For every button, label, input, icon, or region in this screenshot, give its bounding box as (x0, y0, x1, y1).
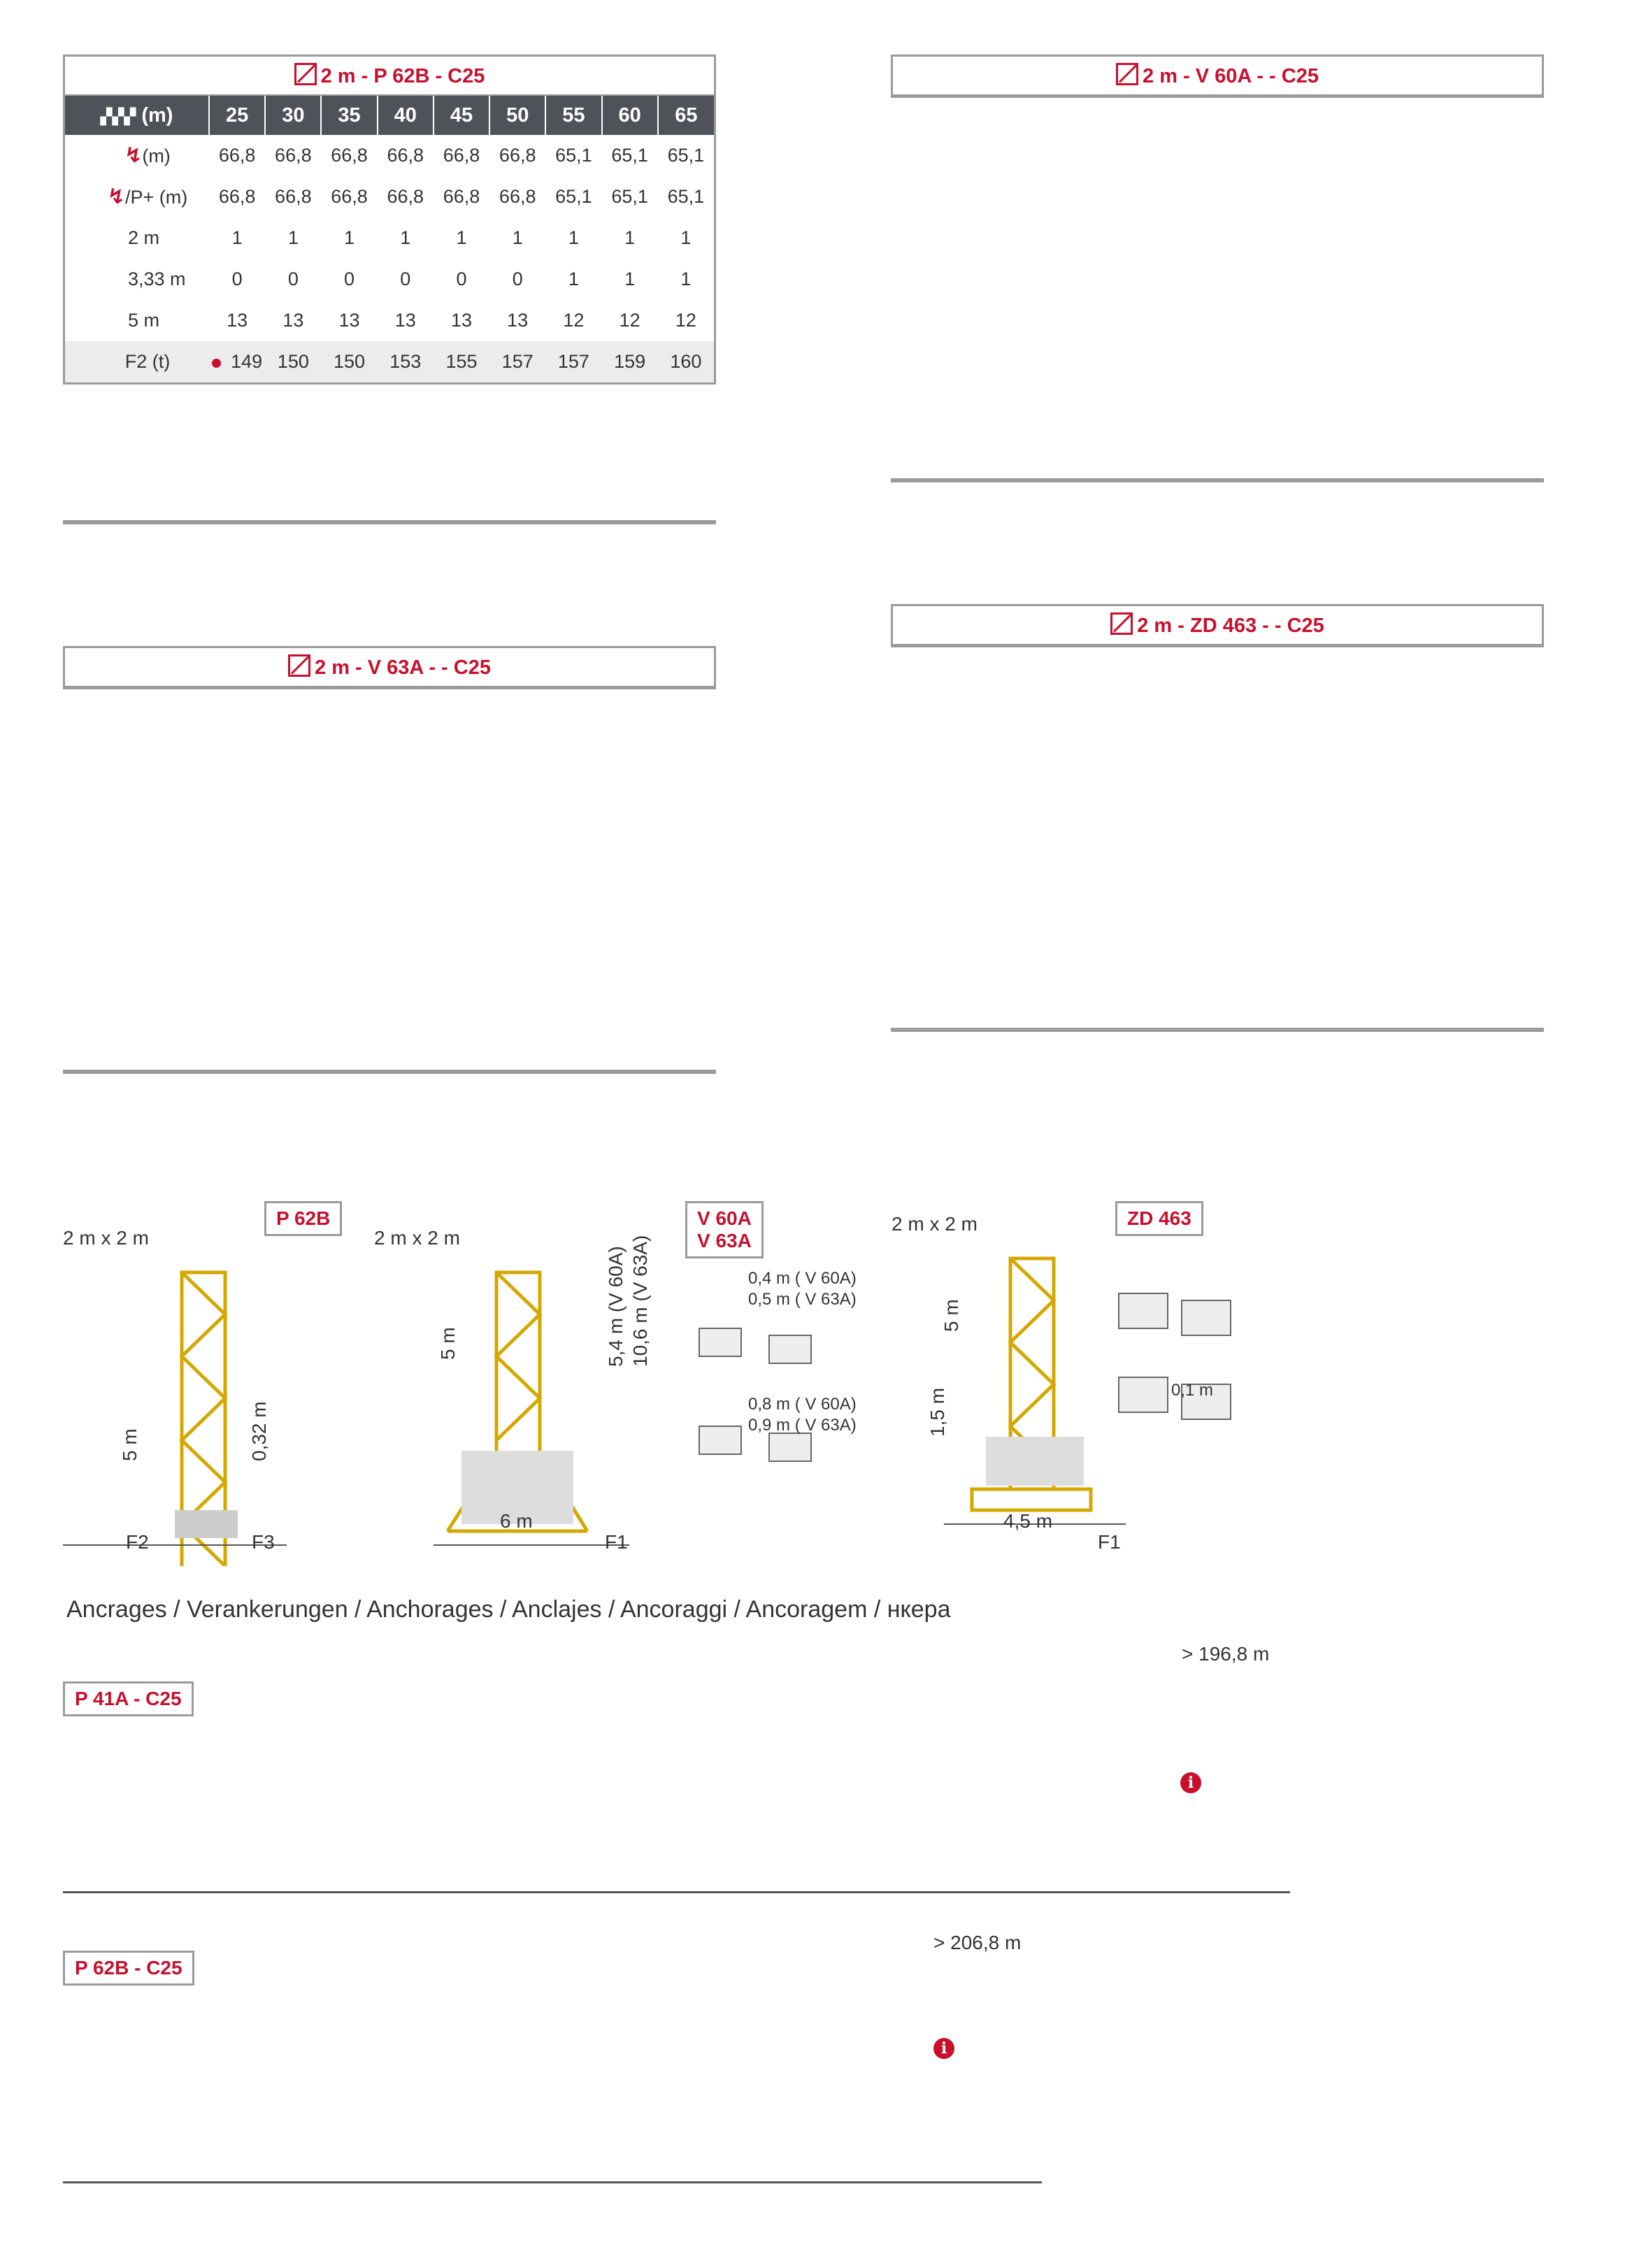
column-header: 65 (658, 96, 714, 135)
model-box-zd463: ZD 463 (1115, 1201, 1203, 1236)
row-label: F2 (t) (65, 341, 209, 382)
value-cell: 65,1 (555, 186, 592, 207)
dim-label: 6 m (500, 1510, 533, 1532)
dim-label: 2 m x 2 m (374, 1227, 460, 1249)
force-label: F1 (1098, 1531, 1121, 1553)
zd-ballast (986, 1437, 1084, 1486)
value-cell: 12 (675, 310, 696, 331)
dim-label: 2 m x 2 m (63, 1227, 149, 1249)
value-cell: 13 (450, 310, 472, 331)
dim-label: 10,6 m (V 63A) (629, 1235, 651, 1367)
table-title: 2 m - V 63A - - C25 (65, 648, 714, 687)
column-header: 45 (434, 96, 489, 135)
column-header: 35 (321, 96, 377, 135)
value-cell: 1 (287, 227, 299, 248)
dim-label: 5 m (119, 1428, 141, 1461)
value-cell: 13 (227, 310, 248, 331)
ground-line (63, 1891, 1290, 1893)
dim-label: 4,5 m (1003, 1510, 1053, 1532)
value-cell: 157 (489, 341, 545, 382)
table-p62b-d25 (63, 520, 716, 524)
value-cell: 1 (231, 227, 243, 248)
table-v63a-d25 (63, 1070, 716, 1074)
tower-diagrams (56, 1203, 1559, 1566)
column-header: 60 (602, 96, 658, 135)
value-cell: 66,8 (331, 186, 368, 207)
value-cell: 0 (344, 268, 355, 289)
model-box-v: V 60A V 63A (685, 1201, 764, 1258)
value-cell: 66,8 (499, 186, 536, 207)
value-cell: 13 (338, 310, 360, 331)
force-label: F3 (252, 1531, 275, 1553)
value-cell: 150 (321, 341, 377, 382)
value-cell: 1 (512, 227, 523, 248)
value-cell: 66,8 (443, 186, 480, 207)
value-cell: 65,1 (611, 145, 648, 166)
value-cell: 0 (512, 268, 523, 289)
value-cell: 65,1 (667, 186, 705, 207)
value-cell: 157 (545, 341, 601, 382)
table-title: 2 m - V 60A - - C25 (893, 57, 1542, 96)
value-cell: 1 (568, 268, 579, 289)
mast-section-icon (294, 63, 317, 85)
value-cell: 12 (619, 310, 640, 331)
info-icon[interactable]: i (1180, 1772, 1201, 1793)
value-cell: 149 (209, 341, 265, 382)
value-cell: 159 (602, 341, 658, 382)
column-header: 25 (209, 96, 265, 135)
dim-label: 5 m (437, 1327, 459, 1360)
mast-section-icon (288, 654, 310, 677)
value-cell: 66,8 (275, 186, 312, 207)
table-row (65, 259, 714, 300)
row-label: ↯/P+ (m) (107, 185, 188, 208)
table-p62b (63, 55, 716, 385)
mast-section-icon (1116, 63, 1138, 85)
dim-label: 2 m x 2 m (892, 1213, 978, 1235)
value-cell: 13 (507, 310, 529, 331)
table-title: 2 m - P 62B - C25 (65, 57, 714, 96)
dim-label: 0,4 m ( V 60A) (748, 1269, 857, 1288)
info-icon[interactable]: i (933, 2038, 954, 2059)
dim-label: 0,1 m (1171, 1381, 1214, 1400)
mast-section-icon (1110, 612, 1133, 635)
dim-label: 0,9 m ( V 63A) (748, 1416, 857, 1435)
dim-label: 1,5 m (926, 1387, 948, 1437)
table-row (65, 135, 714, 176)
value-cell: 65,1 (611, 186, 648, 207)
value-cell: 0 (231, 268, 243, 289)
force-label: F1 (605, 1531, 628, 1553)
row-label: 3,33 m (128, 268, 186, 289)
value-cell: 150 (265, 341, 321, 382)
table-zd463 (891, 604, 1544, 647)
value-cell: 1 (680, 268, 692, 289)
detail-sketches (699, 1293, 1231, 1461)
value-cell: 0 (456, 268, 467, 289)
table-v63a (63, 646, 716, 689)
row-label: ↯(m) (124, 144, 171, 167)
table-row (65, 300, 714, 341)
value-cell: 1 (680, 227, 692, 248)
beyond-label: > 206,8 m (933, 1932, 1022, 1953)
table-v60a-d25 (891, 478, 1544, 482)
force-label: F2 (126, 1531, 149, 1553)
value-cell: 1 (568, 227, 579, 248)
value-cell: 66,8 (218, 145, 256, 166)
dot-marker (212, 359, 221, 368)
value-cell: 66,8 (499, 145, 536, 166)
value-cell: 1 (344, 227, 355, 248)
table-row (65, 217, 714, 259)
row-label: 5 m (128, 310, 160, 331)
value-cell: 160 (658, 341, 714, 382)
value-cell: 155 (434, 341, 489, 382)
column-header: 55 (545, 96, 601, 135)
label-p41a: P 41A - C25 (63, 1681, 194, 1716)
column-header: 30 (265, 96, 321, 135)
value-cell: 1 (456, 227, 467, 248)
value-cell: 13 (394, 310, 416, 331)
table-zd463-d25 (891, 1028, 1544, 1032)
p62b-base (175, 1510, 238, 1538)
table-title: 2 m - ZD 463 - - C25 (893, 606, 1542, 645)
dim-label: 5,4 m (V 60A) (605, 1246, 627, 1367)
value-cell: 65,1 (667, 145, 705, 166)
value-cell: 1 (624, 227, 636, 248)
table-row (65, 176, 714, 217)
column-header: 50 (489, 96, 545, 135)
value-cell: 0 (287, 268, 299, 289)
value-cell: 66,8 (218, 186, 256, 207)
data-table (65, 96, 714, 382)
value-cell: 1 (624, 268, 636, 289)
value-cell: 13 (282, 310, 304, 331)
value-cell: 66,8 (331, 145, 368, 166)
model-box-p62b: P 62B (264, 1201, 342, 1236)
anchorages-heading: Ancrages / Verankerungen / Anchorages / Anclajes / Ancoraggi / Ancoragem / нкера (66, 1596, 951, 1623)
beyond-label: > 196,8 m (1182, 1643, 1270, 1665)
value-cell: 0 (400, 268, 411, 289)
label-p62b: P 62B - C25 (63, 1951, 194, 1986)
value-cell: 65,1 (555, 145, 592, 166)
value-cell: 66,8 (443, 145, 480, 166)
table-v60a (891, 55, 1544, 98)
dim-label: 0,32 m (248, 1401, 270, 1461)
value-cell: 66,8 (387, 145, 424, 166)
dim-label: 0,5 m ( V 63A) (748, 1290, 857, 1309)
column-header: 40 (378, 96, 434, 135)
ground-line (63, 2181, 1042, 2183)
dim-label: 0,8 m ( V 60A) (748, 1395, 857, 1414)
value-cell: 66,8 (275, 145, 312, 166)
value-cell: 66,8 (387, 186, 424, 207)
table-row (65, 341, 714, 382)
dim-label: 5 m (940, 1299, 962, 1332)
column-header-unit: ▞▞▞ (m) (65, 96, 209, 135)
row-label: 2 m (128, 227, 160, 248)
value-cell: 153 (378, 341, 434, 382)
value-cell: 12 (563, 310, 585, 331)
value-cell: 1 (400, 227, 411, 248)
